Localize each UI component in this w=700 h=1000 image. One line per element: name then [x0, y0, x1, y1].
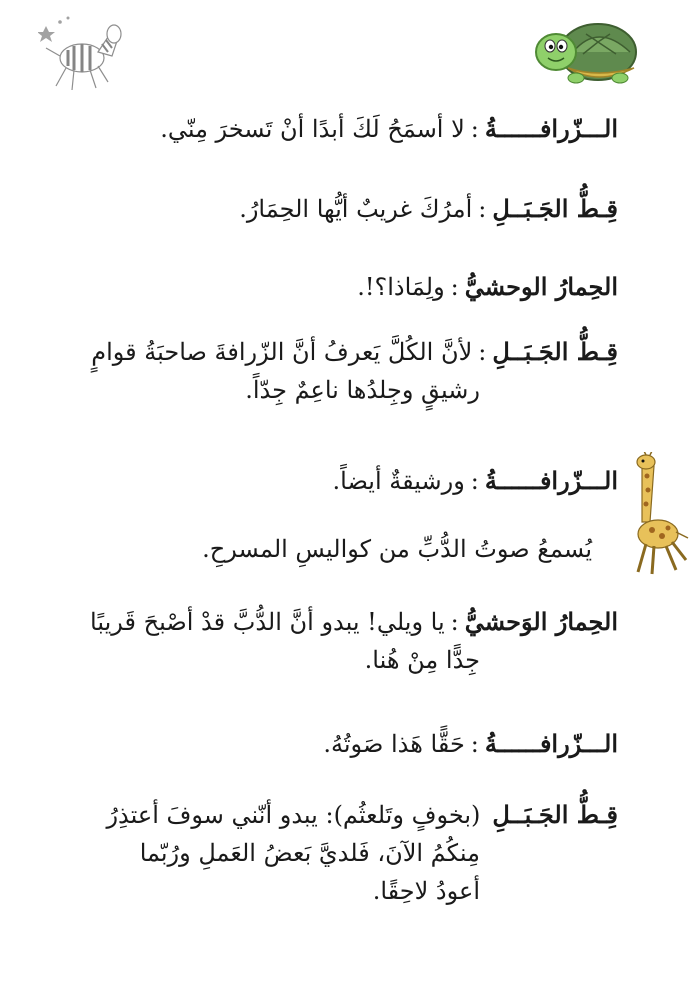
dialogue-line [90, 603, 618, 679]
separator: : [470, 115, 479, 143]
separator: : [470, 467, 479, 495]
separator: : [478, 338, 487, 366]
separator: : [450, 608, 459, 636]
separator [480, 801, 492, 829]
speaker-name: قِـطُّ الجَـبَــلِ [492, 194, 618, 223]
separator: : [478, 195, 487, 223]
speaker-name: الـــزّرافــــــةُ [484, 114, 618, 143]
separator: : [450, 273, 459, 301]
dialogue-line [239, 190, 618, 228]
dialogue-text: (بخوفٍ وتَلعثُم): يبدو أنّني سوفَ أعتذِرُ [106, 801, 481, 829]
dialogue-text: يا ويلي! يبدو أنَّ الدُّبَّ قدْ أصْبحَ قَريبًا [90, 608, 445, 636]
speaker-name: قِـطُّ الجَـبَــلِ [492, 337, 618, 366]
speaker-name: قِـطُّ الجَـبَــلِ [492, 800, 618, 829]
dialogue-text: أمرُكَ غريبٌ أيُّها الحِمَارُ. [239, 195, 473, 223]
dialogue-line [91, 333, 618, 409]
speaker-name: الـــزّرافــــــةُ [484, 729, 618, 758]
zebra-icon [38, 12, 122, 94]
dialogue-text: لأنَّ الكُلَّ يَعرفُ أنَّ الزّرافةَ صاحبَةُ قوامٍ [91, 338, 473, 366]
dialogue-text: ولِمَاذا؟!. [357, 273, 445, 301]
dialogue-text: ورشيقةٌ أيضاً. [332, 467, 465, 495]
dialogue-line [323, 725, 618, 763]
dialogue-continuation: أعودُ لاحِقًا. [372, 877, 480, 905]
dialogue-continuation: رشيقٍ وجِلدُها ناعِمٌ جِدّاً. [245, 376, 480, 404]
speaker-name: الحِمارُ الوحشيُّ [464, 272, 618, 301]
dialogue-continuation: جِدًّا مِنْ هُنا. [364, 646, 480, 674]
dialogue-line [333, 462, 618, 500]
dialogue-line [357, 268, 618, 306]
dialogue-text: لا أسمَحُ لَكَ أبدًا أنْ تَسخرَ مِنّي. [160, 115, 465, 143]
dialogue-text: حَقًّا هَذا صَوتُهُ. [323, 730, 465, 758]
separator: : [470, 730, 479, 758]
giraffe-icon [628, 452, 694, 576]
stage-direction: يُسمعُ صوتُ الدُّبِّ من كواليسِ المسرحِ. [202, 535, 592, 563]
dialogue-continuation: مِنكُمُ الآنَ، فَلديَّ بَعضُ العَملِ ورُبّما [139, 839, 480, 867]
dialogue-line [106, 796, 618, 910]
speaker-name: الحِمارُ الوَحشيُّ [464, 607, 618, 636]
turtle-icon [528, 12, 640, 90]
dialogue-line [160, 110, 618, 148]
speaker-name: الـــزّرافــــــةُ [484, 466, 618, 495]
